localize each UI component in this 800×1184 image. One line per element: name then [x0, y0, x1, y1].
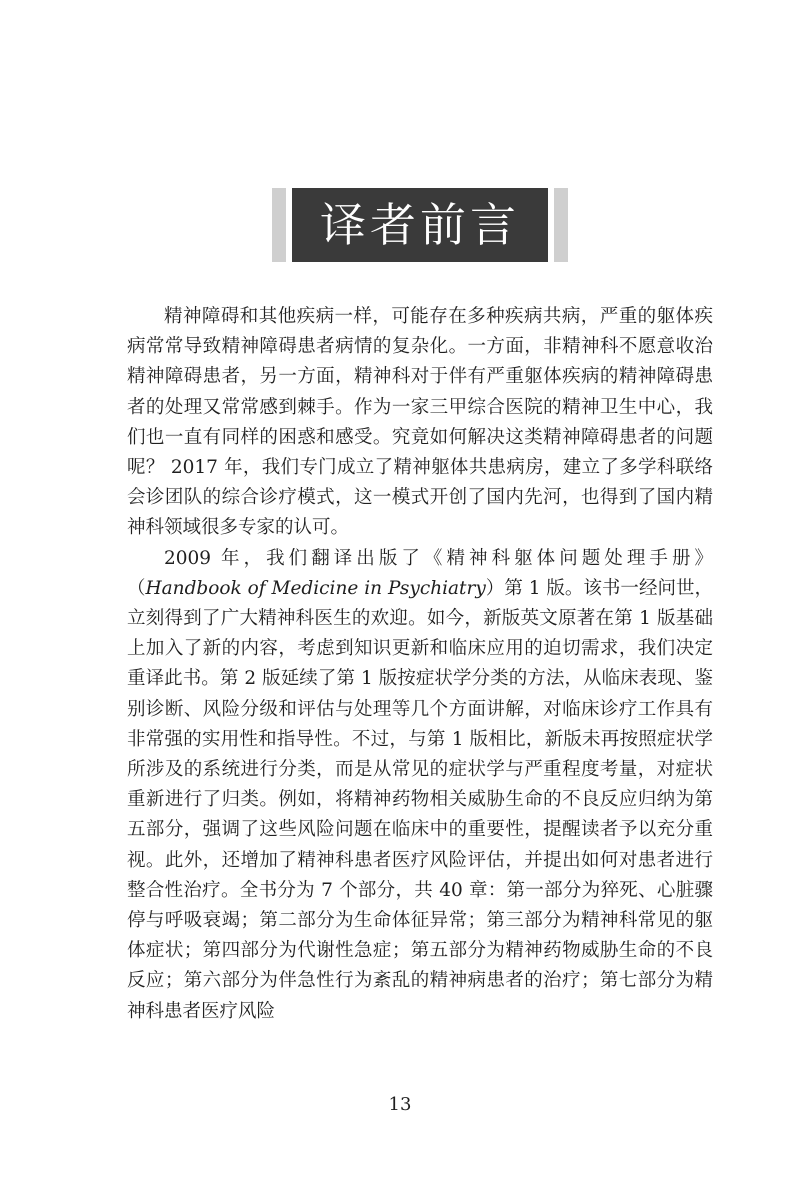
heading-right-bar: [554, 188, 568, 262]
paragraph-1: 精神障碍和其他疾病一样，可能存在多种疾病共病，严重的躯体疾病常常导致精神障碍患者病情的复杂化。一方面，非精神科不愿意收治精神障碍患者，另一方面，精神科对于伴有严重躯体疾病的精神障碍患者的处理又常常感到棘手。作为一家三甲综合医院的精神卫生中心，我们也一直有同样的困惑和感受。究竟如何解决这类精神障碍患者的问题呢？ 2017 年，我们专门成立了精神躯体共患病房，建立了多学科联络会诊团队的综合诊疗模式，这一模式开创了国内先河，也得到了国内精神科领域很多专家的认可。: [127, 306, 713, 539]
heading-box: [292, 188, 548, 262]
heading-left-bar: [272, 188, 286, 262]
page-number: 13: [388, 1094, 412, 1115]
chapter-heading: [272, 188, 568, 262]
page-title: 译者前言: [320, 198, 520, 252]
paragraph-2: [127, 544, 713, 1027]
paragraph-2-lead: 2009 年，我们翻译出版了《精神科躯体问题处理手册》（: [127, 547, 713, 599]
book-title-english: Handbook of Medicine in Psychiatry: [145, 577, 486, 599]
body-text: [127, 302, 713, 1027]
paragraph-2-rest: ）第 1 版。该书一经问世，立刻得到了广大精神科医生的欢迎。如今，新版英文原著在第 1 版基础上加入了新的内容，考虑到知识更新和临床应用的迫切需求，我们决定重译此书。第 2 版延续了第 1 版按症状学分类的方法，从临床表现、鉴别诊断、风险分级和评估与处理等几个方面讲解，对临床诊疗工作具有非常强的实用性和指导性。不过，与第 1 版相比，新版未再按照症状学所涉及的系统进行分类，而是从常见的症状学与严重程度考量，对症状重新进行了归类。例如，将精神药物相关威胁生命的不良反应归纳为第五部分，强调了这些风险问题在临床中的重要性，提醒读者予以充分重视。此外，还增加了精神科患者医疗风险评估，并提出如何对患者进行整合性治疗。全书分为 7 个部分，共 40 章：第一部分为猝死、心脏骤停与呼吸衰竭；第二部分为生命体征异常；第三部分为精神科常见的躯体症状；第四部分为代谢性急症；第五部分为精神药物威胁生命的不良反应；第六部分为伴急性行为紊乱的精神病患者的治疗；第七部分为精神科患者医疗风险: [127, 577, 713, 1022]
